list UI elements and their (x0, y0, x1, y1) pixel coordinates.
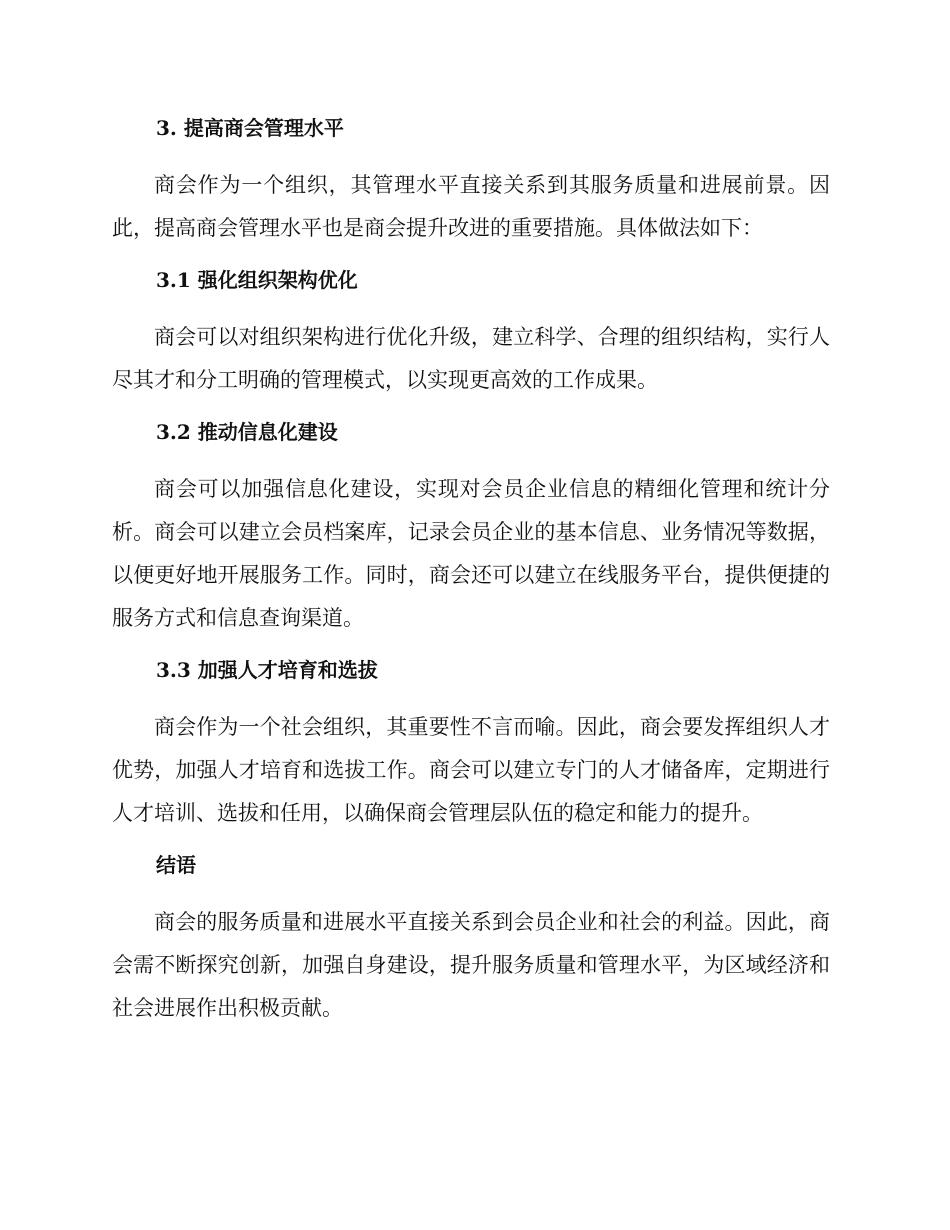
section-heading: 3.2 推动信息化建设 (156, 420, 338, 444)
section-paragraph: 商会作为一个社会组织，其重要性不言而喻。因此，商会要发挥组织人才优势，加强人才培育和选拔工作。商会可以建立专门的人才储备库，定期进行人才培训、选拔和任用，以确保商会管理层队伍的稳定和能力的提升。 (112, 715, 830, 825)
section-paragraph: 商会作为一个组织，其管理水平直接关系到其服务质量和进展前景。因此，提高商会管理水平也是商会提升改进的重要措施。具体做法如下： (112, 173, 830, 240)
section-paragraph: 商会的服务质量和进展水平直接关系到会员企业和社会的利益。因此，商会需不断探究创新，加强自身建设，提升服务质量和管理水平，为区域经济和社会进展作出积极贡献。 (112, 910, 830, 1020)
section-heading: 结语 (156, 853, 196, 877)
section-talent (112, 650, 830, 845)
document-body (112, 108, 830, 1030)
section-management (112, 108, 830, 260)
section-informatization (112, 412, 830, 650)
section-paragraph: 商会可以对组织架构进行优化升级，建立科学、合理的组织结构，实行人尽其才和分工明确的管理模式，以实现更高效的工作成果。 (112, 325, 830, 392)
section-heading: 3. 提高商会管理水平 (156, 116, 344, 140)
section-heading: 3.3 加强人才培育和选拔 (156, 658, 378, 682)
section-structure (112, 260, 830, 412)
section-paragraph: 商会可以加强信息化建设，实现对会员企业信息的精细化管理和统计分析。商会可以建立会员档案库，记录会员企业的基本信息、业务情况等数据，以便更好地开展服务工作。同时，商会还可以建立在线服务平台，提供便捷的服务方式和信息查询渠道。 (112, 477, 830, 630)
section-heading: 3.1 强化组织架构优化 (156, 268, 358, 292)
section-conclusion (112, 845, 830, 1030)
